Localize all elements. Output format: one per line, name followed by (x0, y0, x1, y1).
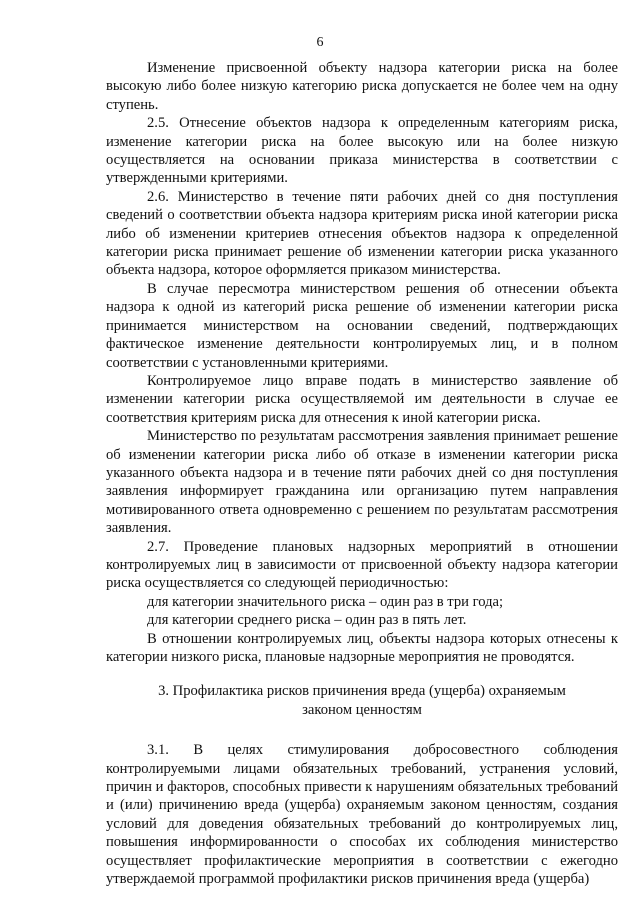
paragraph-3-1: 3.1. В целях стимулирования добросовестного соблюдения контролируемыми лицами обязательных требований, устранения условий, причин и факторов, способных привести к нарушениям обязательных требований и (или) причинению вреда (ущерба) охраняемым законом ценностям, создания условий для доведения обязательных требований до контролируемых лиц, повышения информированности о способах их соблюдения министерство осуществляет профилактические мероприятия в соответствии с ежегодно утверждаемой программой профилактики рисков причинения вреда (ущерба) (106, 742, 618, 888)
section-heading-3: 3. Профилактика рисков причинения вреда (ущерба) охраняемым законом ценностям (158, 683, 566, 718)
paragraph-revision-decision: В случае пересмотра министерством решения об отнесении объекта надзора к одной из категорий риска решение об изменении категории риска принимается министерством на основании сведений, подтверждающих фактическое изменение деятельности контролируемых лиц, и в полном соответствии с установленными критериями. (106, 280, 618, 371)
paragraph-2-6: 2.6. Министерство в течение пяти рабочих дней со дня поступления сведений о соответствии объекта надзора критериям риска иной категории риска либо об изменении критериев отнесения объектов надзора к определенной категории риска принимает решение об изменении категории риска указанного объекта надзора, которое оформляется приказом министерства. (106, 188, 618, 279)
paragraph-risk-category-change: Изменение присвоенной объекту надзора категории риска на более высокую либо более низкую категорию риска допускается не более чем на одну ступень. (106, 60, 618, 113)
paragraph-low-risk: В отношении контролируемых лиц, объекты надзора которых отнесены к категории низкого риска, плановые надзорные мероприятия не проводятся. (106, 630, 618, 665)
paragraph-2-7: 2.7. Проведение плановых надзорных мероприятий в отношении контролируемых лиц в зависимости от присвоенной объекту надзора категории риска осуществляется со следующей периодичностью: (106, 538, 618, 592)
page-number: 6 (316, 35, 324, 50)
list-item-medium-risk: для категории среднего риска – один раз в пять лет. (147, 612, 467, 629)
paragraph-2-5: 2.5. Отнесение объектов надзора к определенным категориям риска, изменение категории риска на более высокую или на более низкую осуществляется на основании приказа министерства в соответствии с утвержденными критериями. (106, 115, 618, 187)
paragraph-application-review: Министерство по результатам рассмотрения заявления принимает решение об изменении категории риска либо об отказе в изменении категории риска указанного объекта надзора и в течение пяти рабочих дней со дня поступления заявления информирует гражданина или организацию путем направления мотивированного ответа одновременно с решением по результатам рассмотрения заявления. (106, 428, 618, 537)
paragraph-application-right: Контролируемое лицо вправе подать в министерство заявление об изменении категории риска осуществляемой им деятельности в случае ее соответствия критериям риска для отнесения к иной категории риска. (106, 372, 618, 426)
list-item-significant-risk: для категории значительного риска – один раз в три года; (147, 593, 504, 610)
document-body (106, 59, 618, 888)
